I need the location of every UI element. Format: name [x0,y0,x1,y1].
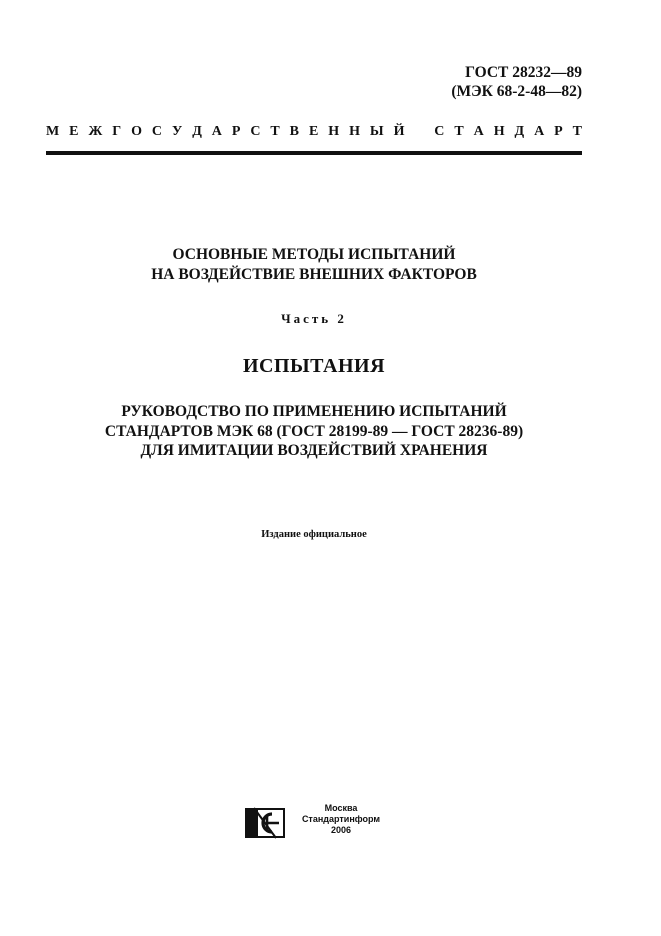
heading-letter: Т [270,124,280,139]
publisher-year: 2006 [330,825,352,835]
heading-letter: Й [393,124,405,139]
subtitle-line: СТАНДАРТОВ МЭК 68 (ГОСТ 28199-89 — ГОСТ 28236-89) [104,422,524,440]
heading-letter: Е [308,124,319,139]
main-title [46,245,582,285]
part-label: Часть 2 [281,311,347,326]
gost-number: ГОСТ 28232—89 [465,64,582,81]
heading-rule [46,151,582,155]
heading-letter: Н [328,124,340,139]
heading-letter: Р [554,124,563,139]
heading-letter: Ж [88,124,103,139]
heading-letter: С [151,124,163,139]
edition-label: Издание официальное [261,529,367,540]
standartinform-logo-icon [245,806,285,840]
heading-letter: Д [192,124,202,139]
subtitle [46,402,582,461]
publisher-info [291,803,391,836]
publisher-city: Москва [324,803,358,813]
heading-letter: Г [112,124,122,139]
subtitle-line: РУКОВОДСТВО ПО ПРИМЕНЕНИЮ ИСПЫТАНИЙ [121,403,507,420]
heading-letter: Н [493,124,505,139]
interstate-standard-heading [46,124,582,140]
main-title-line: ОСНОВНЫЕ МЕТОДЫ ИСПЫТАНИЙ [172,246,456,263]
heading-letter: А [534,124,545,139]
heading-letter: У [171,124,183,139]
publisher-name: Стандартинформ [301,814,381,824]
heading-letter: С [434,124,445,139]
heading-letter: Е [69,124,79,139]
heading-letter: Н [349,124,360,139]
heading-letter: А [473,124,484,139]
heading-letter: Ы [369,124,384,139]
heading-letter: Т [454,124,464,139]
document-number [451,63,582,101]
iec-number: (МЭК 68-2-48—82) [451,83,582,100]
section-title: ИСПЫТАНИЯ [242,355,386,377]
heading-letter: Р [231,124,241,139]
subtitle-line: ДЛЯ ИМИТАЦИИ ВОЗДЕЙСТВИЙ ХРАНЕНИЯ [140,442,488,459]
heading-letter: А [211,124,222,139]
heading-letter: М [46,124,60,139]
heading-letter: С [250,124,261,139]
heading-letter: Д [514,124,525,139]
heading-letter: Т [572,124,582,139]
heading-letter: В [289,124,300,139]
heading-letter: О [131,124,142,139]
main-title-line: НА ВОЗДЕЙСТВИЕ ВНЕШНИХ ФАКТОРОВ [151,266,477,283]
